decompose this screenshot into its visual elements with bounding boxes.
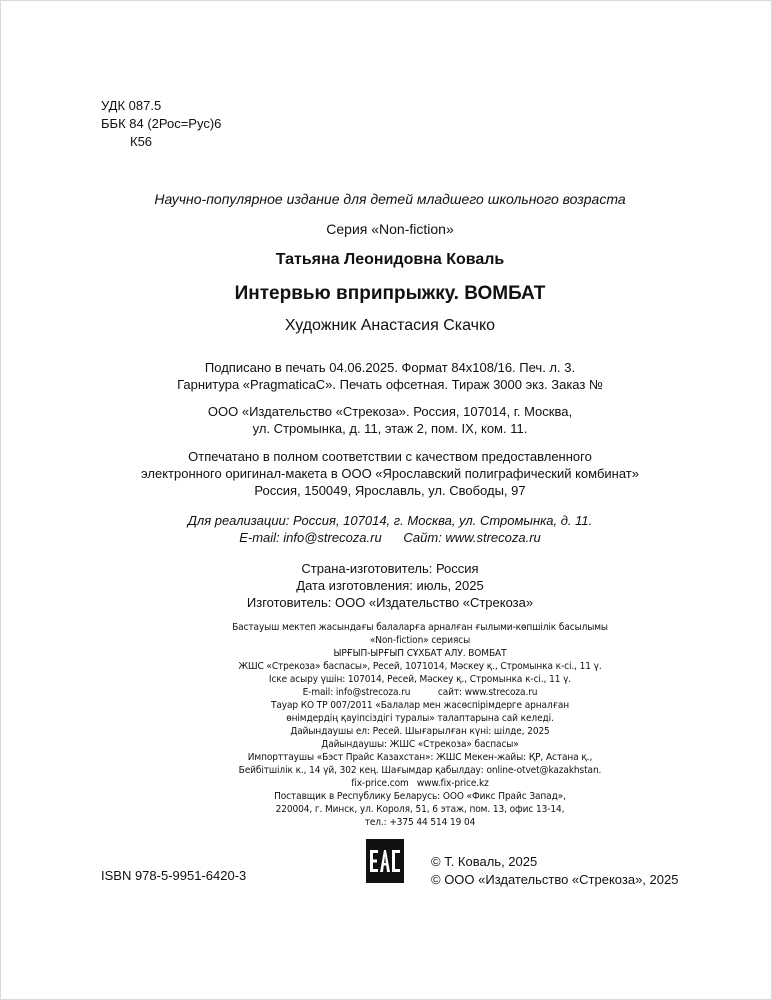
kz-line: Тауар КО ТР 007/2011 «Балалар мен жасөспірімдерге арналған [270, 700, 570, 711]
kz-line: Бейбітшілік к., 14 үй, 302 кең. Шағымдар қабылдау: online-otvet@kazakhstan. [238, 765, 602, 776]
kz-line: 220004, г. Минск, ул. Короля, 51, 6 этаж, пом. 13, офис 13-14, [275, 804, 565, 815]
isbn-number: ISBN 978-5-9951-6420-3 [101, 868, 247, 883]
kz-line: Импорттаушы «Бэст Прайс Казахстан»: ЖШС Мекен-жайы: ҚР, Астана қ., [247, 752, 593, 763]
kz-line: fix-price.com www.fix-price.kz [351, 778, 489, 789]
udk-code: УДК 087.5 [101, 98, 162, 113]
book-title: Интервью вприпрыжку. ВОМБАТ [234, 283, 546, 304]
author-code: К56 [130, 134, 153, 149]
publisher-address [70, 403, 710, 437]
kz-line: Поставщик в Республику Беларусь: ООО «Фикс Прайс Запад», [274, 791, 566, 802]
kz-line: Дайындаушы: ЖШС «Стрекоза» баспасы» [321, 739, 519, 750]
publisher-address-line: ул. Стромынка, д. 11, этаж 2, пом. IX, ком. 11. [252, 421, 528, 436]
series-name: Серия «Non-fiction» [326, 221, 454, 237]
printer-info [70, 448, 710, 499]
kz-line: тел.: +375 44 514 19 04 [364, 817, 476, 828]
printer-info-line: электронного оригинал-макета в ООО «Ярославский полиграфический комбинат» [141, 466, 639, 481]
kz-line: ЖШС «Стрекоза» баспасы», Ресей, 1071014, Мәскеу қ., Стромынка к-сі., 11 ү. [238, 661, 602, 672]
kz-line: Бастауыш мектеп жасындағы балаларға арналған ғылыми-көпшілік басылымы [232, 622, 608, 633]
kz-line: «Non-fiction» сериясы [369, 635, 471, 646]
manufacturer-line: Страна-изготовитель: Россия [301, 561, 479, 576]
copyright-block [431, 853, 678, 889]
kz-line: Дайындаушы ел: Ресей. Шығарылған күні: шілде, 2025 [290, 726, 550, 737]
eac-logo-icon [370, 850, 400, 872]
bbk-code: ББК 84 (2Рос=Рус)6 [101, 116, 222, 131]
author-name: Татьяна Леонидовна Коваль [275, 251, 505, 268]
kz-line: E-mail: info@strecoza.ru сайт: www.strecoza.ru [302, 687, 538, 698]
print-info [70, 359, 710, 393]
manufacturer-info [70, 560, 710, 611]
classification-block [101, 97, 221, 151]
printer-info-line: Отпечатано в полном соответствии с качеством предоставленного [188, 449, 592, 464]
sales-contact-line: E-mail: info@strecoza.ru Сайт: www.strecoza.ru [239, 530, 541, 545]
copyright-publisher: © ООО «Издательство «Стрекоза», 2025 [431, 872, 679, 887]
illustrator-name: Художник Анастасия Скачко [284, 317, 496, 334]
eac-certification-icon [366, 839, 404, 883]
manufacturer-line: Дата изготовления: июль, 2025 [296, 578, 484, 593]
print-info-line: Подписано в печать 04.06.2025. Формат 84х108/16. Печ. л. 3. [204, 360, 576, 375]
kz-line: Іске асыру үшін: 107014, Ресей, Мәскеу қ., Стромынка к-сі., 11 ү. [268, 674, 572, 685]
print-info-line: Гарнитура «PragmaticaC». Печать офсетная. Тираж 3000 экз. Заказ № [177, 377, 603, 392]
printer-info-line: Россия, 150049, Ярославль, ул. Свободы, 97 [254, 483, 526, 498]
publisher-address-line: ООО «Издательство «Стрекоза». Россия, 107014, г. Москва, [207, 404, 573, 419]
sales-info-line: Для реализации: Россия, 107014, г. Москва, ул. Стромынка, д. 11. [187, 513, 593, 528]
book-subtitle: Научно-популярное издание для детей младшего школьного возраста [154, 191, 626, 207]
kz-line: ЫРҒЫП-ЫРҒЫП СҰХБАТ АЛУ. ВОМБАТ [333, 648, 507, 659]
copyright-author: © Т. Коваль, 2025 [431, 854, 538, 869]
sales-info [70, 512, 710, 546]
kz-line: өнімдердің қауіпсіздігі туралы» талаптарына сай келеді. [286, 713, 554, 724]
kazakh-info-block [150, 621, 690, 829]
manufacturer-line: Изготовитель: ООО «Издательство «Стрекоза» [246, 595, 534, 610]
